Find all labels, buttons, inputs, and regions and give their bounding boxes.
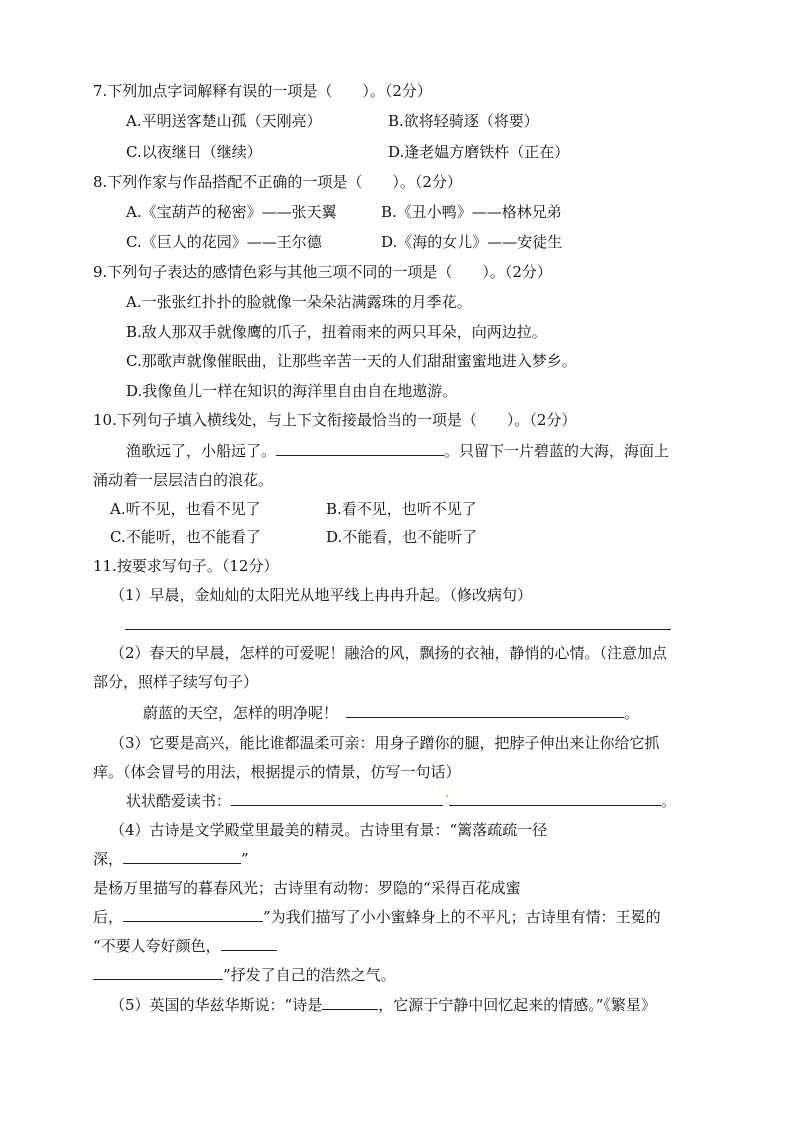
- q11-part4-line6: [93, 965, 396, 985]
- q10-option-a: A.听不见，也看不见了: [110, 500, 261, 518]
- q11-part3-blank-2[interactable]: [449, 791, 661, 806]
- q11-part2-prefix: 蔚蓝的天空，怎样的明净呢！: [143, 704, 339, 722]
- q11-part4-blank-1[interactable]: [123, 849, 241, 864]
- q11-part4-line2: [93, 849, 249, 869]
- q8-stem: 8.下列作家与作品搭配不正确的一项是（ ）。（2分）: [93, 173, 462, 191]
- q8-option-a: A.《宝葫芦的秘密》——张天翼: [126, 203, 337, 221]
- q7-option-b: B.欲将轻骑逐（将要）: [388, 112, 539, 130]
- q11-part2-line1: （2）春天的早晨，怎样的可爱呢！融洽的风，飘扬的衣袖，静悄的心情。（注意加点: [110, 644, 668, 662]
- q11-part2-answer: [143, 703, 639, 723]
- q11-part3-line1: （3）它要是高兴，能比谁都温柔可亲：用身子蹭你的腿，把脖子伸出来让你给它抓: [110, 734, 660, 752]
- q9-option-a: A.一张张红扑扑的脸就像一朵朵沾满露珠的月季花。: [126, 293, 472, 311]
- q8-option-c: C.《巨人的花园》——王尔德: [126, 233, 322, 251]
- q11-part4-blank-2[interactable]: [123, 907, 263, 922]
- q11-part4-after: 后，: [93, 908, 124, 926]
- q10-option-d: D.不能看，也不能听了: [326, 528, 478, 546]
- q11-part3-line2: 痒。（体会冒号的用法，根据提示的情景，仿写一句话）: [93, 763, 461, 781]
- q11-part4-blank-3[interactable]: [221, 936, 277, 951]
- q8-option-d: D.《海的女儿》——安徒生: [381, 233, 563, 251]
- q11-part1-answer-line[interactable]: [125, 629, 671, 630]
- q7-stem: 7.下列加点字词解释有误的一项是（ ）。（2分）: [93, 82, 432, 100]
- q11-part3-blank-1[interactable]: [231, 791, 443, 806]
- q11-part2-period: 。: [624, 704, 640, 722]
- q11-part4-line3: 是杨万里描写的暮春风光；古诗里有动物：罗隐的“采得百花成蜜: [93, 879, 521, 897]
- q11-part5-start: （5）英国的华兹华斯说：“诗是: [110, 996, 323, 1014]
- q11-part1: （1）早晨，金灿灿的太阳光从地平线上冉冉升起。（修改病句）: [110, 586, 533, 604]
- q11-part4-line4-end: ”为我们描写了小小蜜蜂身上的不平凡；古诗里有情：王冕的: [263, 908, 661, 926]
- q11-part4-line4: [93, 907, 661, 927]
- q11-part3-prefix: 状状酷爱读书：: [126, 792, 232, 810]
- q11-part2-blank[interactable]: [346, 703, 624, 718]
- q9-option-c: C.那歌声就像催眠曲，让那些辛苦一天的人们甜甜蜜蜜地进入梦乡。: [126, 352, 577, 370]
- q11-part4-blank-4[interactable]: [93, 965, 223, 980]
- q11-part5-blank[interactable]: [322, 995, 378, 1010]
- q10-stem: 10.下列句子填入横线处，与上下文衔接最恰当的一项是（ ）。（2分）: [93, 411, 577, 429]
- q9-stem: 9.下列句子表达的感情色彩与其他三项不同的一项是（ ）。（2分）: [93, 263, 552, 281]
- q10-blank[interactable]: [276, 441, 444, 456]
- q11-part5: [110, 995, 656, 1015]
- q11-part3-period: 。: [661, 792, 677, 810]
- q11-part4-line1: （4）古诗是文学殿堂里最美的精灵。古诗里有景：“篱落疏疏一径: [110, 821, 548, 839]
- q10-passage-line2: 涌动着一层层洁白的浪花。: [93, 471, 274, 489]
- q11-part4-wangmian: “不要人夸好颜色，: [93, 937, 221, 955]
- q11-part3-answer: [126, 791, 676, 811]
- q7-option-a: A.平明送客楚山孤（天刚亮）: [126, 112, 322, 130]
- q10-option-b: B.看不见，也听不见了: [326, 500, 477, 518]
- q10-passage-line1: [126, 441, 669, 461]
- q7-option-d: D.逢老媪方磨铁杵（正在）: [388, 143, 570, 161]
- q11-part4-line5: [93, 936, 277, 956]
- q10-option-c: C.不能听，也不能看了: [110, 528, 261, 546]
- q10-passage-start: 渔歌远了，小船远了。: [126, 442, 277, 460]
- q9-option-b: B.敌人那双手就像鹰的爪子，扭着雨来的两只耳朵，向两边拉。: [126, 323, 547, 341]
- q11-part2-line2: 部分，照样子续写句子）: [93, 673, 259, 691]
- q11-part4-deep: 深，: [93, 850, 124, 868]
- q8-option-b: B.《丑小鸭》——格林兄弟: [381, 203, 562, 221]
- q11-part4-quote-close: ”: [241, 850, 249, 868]
- stray-mark: [446, 795, 448, 797]
- q9-option-d: D.我像鱼儿一样在知识的海洋里自由自在地遨游。: [126, 382, 458, 400]
- q11-part5-end: ，它源于宁静中回忆起来的情感。”《繁星》: [378, 996, 656, 1014]
- q10-passage-end: 。只留下一片碧蓝的大海，海面上: [444, 442, 670, 460]
- q11-stem: 11.按要求写句子。（12分）: [93, 557, 279, 575]
- q7-option-c: C.以夜继日（继续）: [126, 143, 262, 161]
- q11-part4-line6-end: ”抒发了自己的浩然之气。: [223, 966, 396, 984]
